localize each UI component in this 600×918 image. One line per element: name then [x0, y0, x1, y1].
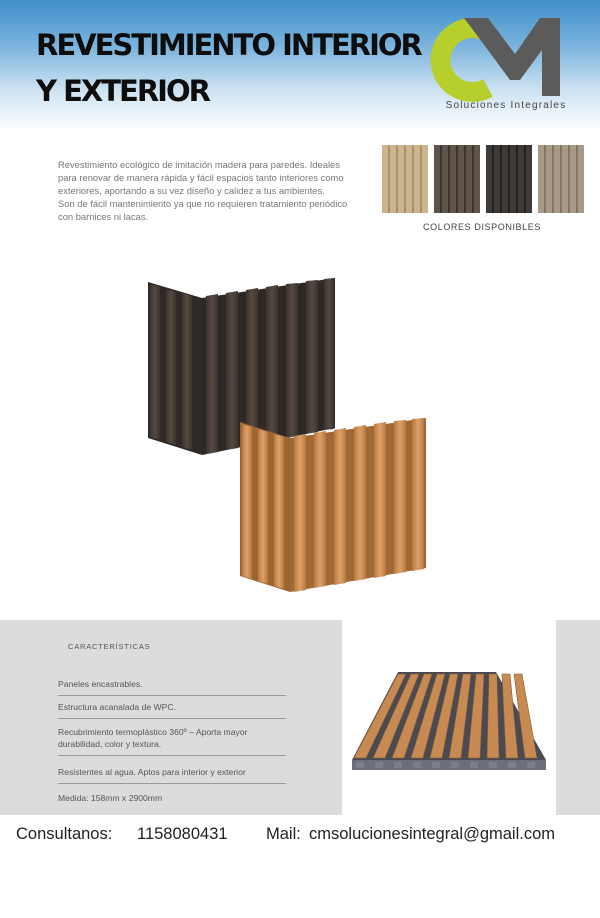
product-corner-panels-image	[140, 270, 440, 600]
title-line-2: Y EXTERIOR	[36, 74, 209, 108]
email-address[interactable]: cmsolucionesintegral@gmail.com	[309, 825, 556, 843]
title-line-1: REVESTIMIENTO INTERIOR	[36, 28, 421, 62]
feature-item: Estructura acanalada de WPC.	[58, 701, 286, 719]
color-swatch-greige	[538, 145, 584, 213]
contact-footer	[0, 823, 600, 848]
feature-item: Recubrimiento termoplástico 360º – Aporta mayor durabilidad, color y textura.	[58, 726, 286, 756]
feature-item: Resistentes al agua. Aptos para interior y exterior	[58, 766, 286, 784]
description-paragraph-1: Revestimiento ecológico de imitación madera para paredes. Ideales para renovar de manera rápida y fácil espacios tanto interiores como exteriores, aportando a su vez diseño y calidez a tus ambientes.	[58, 159, 344, 196]
page-title	[36, 22, 421, 114]
consult-label: Consultanos:	[16, 825, 113, 843]
feature-item: Medida: 158mm x 2900mm	[58, 793, 163, 803]
color-swatch-dark-brown	[434, 145, 480, 213]
color-swatch-charcoal	[486, 145, 532, 213]
features-title: CARACTERÍSTICAS	[68, 642, 151, 651]
colors-available-label: COLORES DISPONIBLES	[423, 222, 541, 232]
mail-label: Mail:	[266, 825, 301, 843]
flat-slatted-panel-image	[346, 660, 551, 795]
phone-number[interactable]: 1158080431	[137, 825, 228, 843]
side-strip	[556, 620, 600, 815]
product-description	[58, 158, 358, 223]
logo-subtitle: Soluciones Integrales	[445, 100, 567, 111]
description-paragraph-2: Son de fácil mantenimiento ya que no requieren tratamiento periódico con barnices ni lacas.	[58, 198, 348, 222]
feature-item: Paneles encastrables.	[58, 678, 286, 696]
color-swatches	[382, 145, 587, 215]
color-swatch-light-wood	[382, 145, 428, 213]
